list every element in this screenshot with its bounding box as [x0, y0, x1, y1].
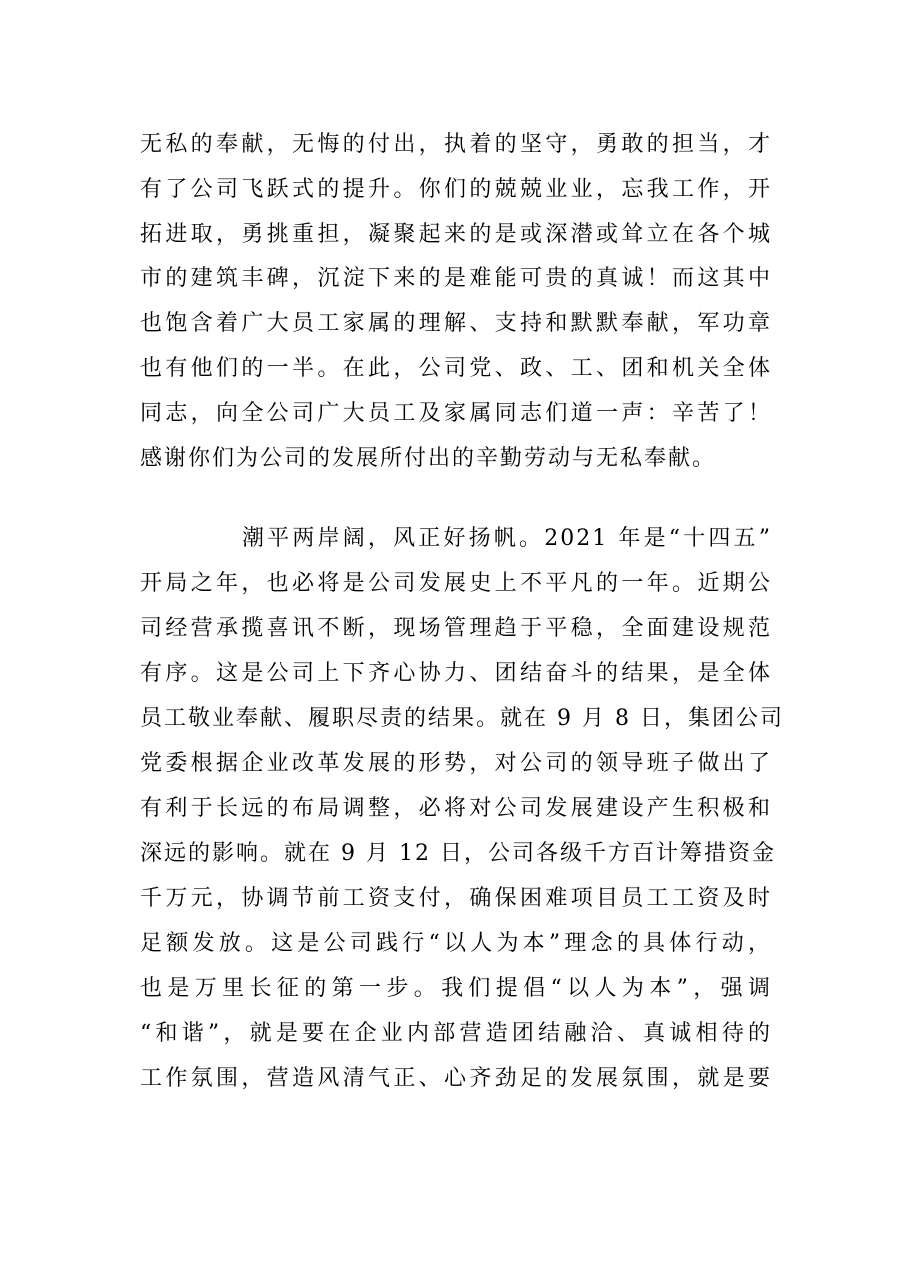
paragraph-2-line-3: 司经营承揽喜讯不断，现场管理趋于平稳，全面建设规范	[140, 616, 772, 641]
paragraph-1-line-4: 市的建筑丰碑，沉淀下来的是难能可贵的真诚！而这其中	[140, 266, 772, 291]
paragraph-1-line-6: 也有他们的一半。在此，公司党、政、工、团和机关全体	[140, 356, 772, 381]
paragraph-2-line-9: 千万元，协调节前工资支付，确保困难项目员工工资及时	[140, 886, 772, 911]
paragraph-2-line-7: 有利于长远的布局调整，必将对公司发展建设产生积极和	[140, 796, 772, 821]
paragraph-1-line-5: 也饱含着广大员工家属的理解、支持和默默奉献，军功章	[140, 311, 772, 336]
paragraph-2-line-4: 有序。这是公司上下齐心协力、团结奋斗的结果，是全体	[140, 661, 772, 686]
paragraph-2-line-12: “和谐”，就是要在企业内部营造团结融洽、真诚相待的	[140, 1021, 772, 1046]
paragraph-2-line-2: 开局之年，也必将是公司发展史上不平凡的一年。近期公	[140, 571, 772, 596]
paragraph-2-line-5: 员工敬业奉献、履职尽责的结果。就在 9 月 8 日，集团公司	[140, 706, 784, 731]
paragraph-2-line-1: 潮平两岸阔，风正好扬帆。2021 年是“十四五”	[242, 526, 772, 551]
paragraph-2-line-11: 也是万里长征的第一步。我们提倡“以人为本”，强调	[140, 976, 772, 1001]
paragraph-1-line-1: 无私的奉献，无悔的付出，执着的坚守，勇敢的担当，才	[140, 132, 772, 157]
paragraph-2-line-13: 工作氛围，营造风清气正、心齐劲足的发展氛围，就是要	[140, 1066, 772, 1091]
paragraph-1-line-2: 有了公司飞跃式的提升。你们的兢兢业业，忘我工作，开	[140, 177, 772, 202]
paragraph-2-line-10: 足额发放。这是公司践行“以人为本”理念的具体行动，	[140, 931, 772, 956]
paragraph-1-line-3: 拓进取，勇挑重担，凝聚起来的是或深潜或耸立在各个城	[140, 222, 772, 247]
paragraph-1-line-7: 同志，向全公司广大员工及家属同志们道一声：辛苦了！	[140, 401, 772, 426]
paragraph-2-line-6: 党委根据企业改革发展的形势，对公司的领导班子做出了	[140, 751, 772, 776]
paragraph-1-line-8: 感谢你们为公司的发展所付出的辛勤劳动与无私奉献。	[140, 446, 717, 471]
paragraph-2-line-8: 深远的影响。就在 9 月 12 日，公司各级千方百计筹措资金	[140, 841, 776, 866]
